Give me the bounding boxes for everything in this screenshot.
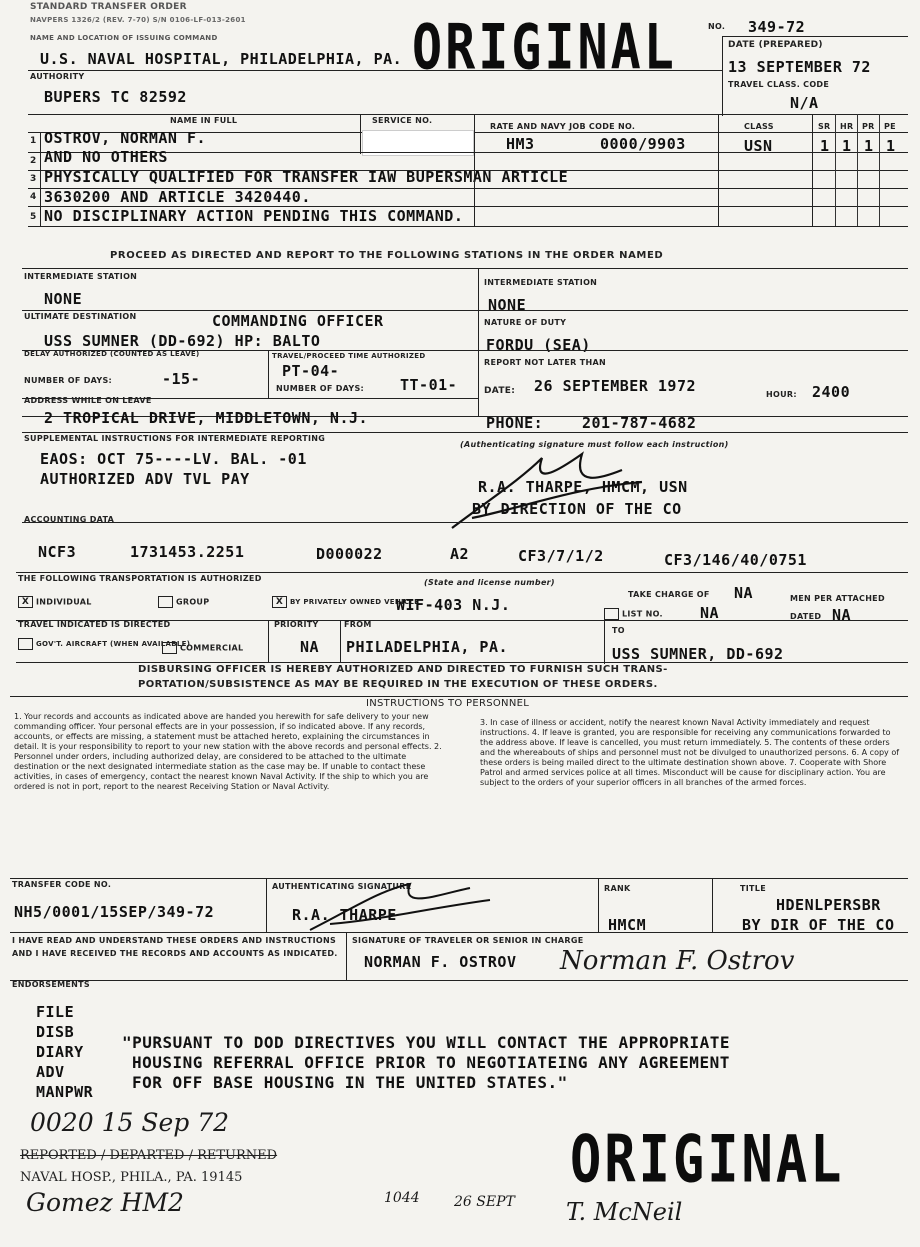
- leave-address-label: ADDRESS WHILE ON LEAVE: [24, 396, 152, 405]
- authority-label: AUTHORITY: [30, 72, 85, 81]
- personnel-line-2: PHYSICALLY QUALIFIED FOR TRANSFER IAW BUPERSMAN ARTICLE: [44, 168, 569, 186]
- pov-label: BY PRIVATELY OWNED VEHICLE: [290, 598, 420, 606]
- individual-label: INDIVIDUAL: [36, 597, 92, 607]
- order-no-label: NO.: [708, 22, 726, 31]
- endorsements-label: ENDORSEMENTS: [12, 980, 90, 989]
- transportation-label: THE FOLLOWING TRANSPORTATION IS AUTHORIZED: [18, 574, 262, 583]
- supplemental-signer: R.A. THARPE, HMCM, USN: [478, 478, 688, 496]
- line-number-3: 3: [30, 174, 37, 184]
- line-number-2: 2: [30, 156, 37, 166]
- commercial-label: COMMERCIAL: [180, 643, 244, 653]
- report-hour: 2400: [812, 383, 851, 401]
- rank-value: HMCM: [608, 916, 647, 934]
- traveler-name: NORMAN F. OSTROV: [364, 953, 517, 971]
- job-code: 0000/9903: [600, 135, 686, 153]
- from-label: FROM: [344, 620, 372, 629]
- rate: HM3: [506, 135, 535, 153]
- housing-notice-line-2: HOUSING REFERRAL OFFICE PRIOR TO NEGOTIATEING ANY AGREEMENT: [132, 1053, 730, 1072]
- transfer-code: NH5/0001/15SEP/349-72: [14, 903, 215, 921]
- status-stamp-line-2: NAVAL HOSP., PHILA., PA. 19145: [20, 1170, 243, 1185]
- routing-file: FILE: [36, 1003, 75, 1021]
- commercial-checkbox: [162, 642, 177, 654]
- grid-value-pr: 1: [864, 137, 874, 155]
- instructions-left: 1. Your records and accounts as indicated above are handed you herewith for safe delivery to your new commanding officer. Your personal effects are in your possession, if so indicated above. If any records, accounts, or effects are missing, a statement must be attached hereto, explaining the circumstances in detail. It is your responsibility to report to your new station with the above records and personal effects. 2. Personnel under orders, including authorized delay, are considered to be attached to the ultimate destination or the next designated intermediate station as the case may be. If unable to contact these activities, in cases of emergency, contact the nearest known Naval Activity. If the ship to which you are ordered is not in port, report to the nearest Receiving Station or Naval Activity.: [14, 712, 442, 791]
- line-number-4: 4: [30, 192, 37, 202]
- grid-label-pe: PE: [884, 122, 896, 131]
- priority-label: PRIORITY: [274, 620, 319, 629]
- housing-notice-line-1: "PURSUANT TO DOD DIRECTIVES YOU WILL CONTACT THE APPROPRIATE: [122, 1033, 730, 1052]
- original-stamp-bottom: ORIGINAL: [570, 1122, 845, 1198]
- ultimate-destination-label: ULTIMATE DESTINATION: [24, 312, 137, 321]
- housing-notice-line-3: FOR OFF BASE HOUSING IN THE UNITED STATES.": [132, 1073, 568, 1092]
- to-label: TO: [612, 626, 625, 635]
- form-subtitle: NAVPERS 1326/2 (REV. 7-70) S/N 0106-LF-013-2601: [30, 16, 246, 24]
- disbursing-line-1: DISBURSING OFFICER IS HEREBY AUTHORIZED AND DIRECTED TO FURNISH SUCH TRANS-: [138, 664, 668, 675]
- rate-job-code-label: RATE AND NAVY JOB CODE NO.: [490, 122, 636, 131]
- priority-value: NA: [300, 638, 320, 656]
- intermediate-station-label-1: INTERMEDIATE STATION: [24, 272, 138, 281]
- take-charge-label: TAKE CHARGE OF: [628, 590, 710, 599]
- leave-address: 2 TROPICAL DRIVE, MIDDLETOWN, N.J.: [44, 409, 369, 427]
- auth-signature-label: AUTHENTICATING SIGNATURE: [272, 882, 412, 891]
- grid-value-pe: 1: [886, 137, 896, 155]
- report-hour-label: HOUR:: [766, 390, 797, 399]
- handwritten-signature-2: T. McNeil: [566, 1198, 683, 1226]
- rank-label: RANK: [604, 884, 631, 893]
- traveler-signature: Norman F. Ostrov: [560, 946, 795, 976]
- report-not-later-label: REPORT NOT LATER THAN: [484, 358, 606, 367]
- class-label: CLASS: [744, 122, 774, 131]
- accounting-value-5: CF3/7/1/2: [518, 547, 604, 565]
- report-date: 26 SEPTEMBER 1972: [534, 377, 697, 395]
- routing-diary: DIARY: [36, 1043, 84, 1061]
- transfer-code-label: TRANSFER CODE NO.: [12, 880, 112, 889]
- personnel-line-3: 3630200 AND ARTICLE 3420440.: [44, 188, 311, 206]
- title-line-1: HDENLPERSBR: [776, 896, 881, 914]
- member-class: USN: [744, 137, 773, 155]
- routing-disb: DISB: [36, 1023, 75, 1041]
- group-checkbox: [158, 596, 173, 608]
- disbursing-line-2: PORTATION/SUBSISTENCE AS MAY BE REQUIRED IN THE EXECUTION OF THESE ORDERS.: [138, 679, 658, 690]
- member-name: OSTROV, NORMAN F.: [44, 129, 207, 147]
- form-title: STANDARD TRANSFER ORDER: [30, 2, 187, 12]
- accounting-label: ACCOUNTING DATA: [24, 515, 115, 524]
- from-value: PHILADELPHIA, PA.: [346, 638, 509, 656]
- travel-time: TT-01-: [400, 376, 458, 394]
- line-number-5: 5: [30, 212, 37, 222]
- travel-days-label: NUMBER OF DAYS:: [276, 384, 365, 393]
- accounting-value-1: NCF3: [38, 543, 77, 561]
- nature-of-duty-label: NATURE OF DUTY: [484, 318, 567, 327]
- travel-class-label: TRAVEL CLASS. CODE: [728, 80, 830, 89]
- travel-class-code: N/A: [790, 94, 819, 112]
- title-label: TITLE: [740, 884, 766, 893]
- acknowledgement: I HAVE READ AND UNDERSTAND THESE ORDERS AND INSTRUCTIONS AND I HAVE RECEIVED THE RECORDS AND ACCOUNTS AS INDICATED.: [12, 936, 338, 958]
- to-value: USS SUMNER, DD-692: [612, 645, 784, 663]
- routing-adv: ADV: [36, 1063, 65, 1081]
- personnel-line-1: AND NO OTHERS: [44, 148, 168, 166]
- grid-label-sr: SR: [818, 122, 831, 131]
- date-prepared: 13 SEPTEMBER 72: [728, 58, 871, 76]
- signature-scribble-2: [300, 880, 500, 940]
- group-label: GROUP: [176, 597, 210, 607]
- take-charge-value: NA: [734, 584, 754, 602]
- ultimate-destination-line1: COMMANDING OFFICER: [212, 312, 384, 330]
- nature-of-duty: FORDU (SEA): [486, 336, 591, 354]
- order-number: 349-72: [748, 18, 806, 36]
- name-in-full-label: NAME IN FULL: [170, 116, 238, 125]
- list-no-value: NA: [700, 604, 720, 622]
- dated-value: NA: [832, 606, 852, 624]
- individual-checkbox: X: [18, 596, 33, 608]
- supplemental-line-1: EAOS: OCT 75----LV. BAL. -01: [40, 450, 307, 468]
- handwritten-signature-gomez: Gomez HM2: [26, 1188, 184, 1217]
- list-no-option: [604, 608, 663, 620]
- men-attached-label: MEN PER ATTACHED: [790, 594, 885, 603]
- title-line-2: BY DIR OF THE CO: [742, 916, 895, 934]
- accounting-value-2: 1731453.2251: [130, 543, 245, 561]
- govt-aircraft-checkbox: [18, 638, 33, 650]
- supplemental-line-2: AUTHORIZED ADV TVL PAY: [40, 470, 250, 488]
- instructions-title: INSTRUCTIONS TO PERSONNEL: [366, 698, 530, 709]
- proceed-time: PT-04-: [282, 362, 340, 380]
- handwritten-date-2: 26 SEPT: [454, 1194, 515, 1210]
- signature-scribble-1: [432, 448, 652, 538]
- commercial-option: [162, 642, 243, 654]
- status-stamp-line-1: REPORTED / DEPARTED / RETURNED: [20, 1148, 278, 1163]
- intermediate-station-1: NONE: [44, 290, 83, 308]
- individual-option: [18, 596, 92, 608]
- state-license-note: (State and license number): [424, 578, 555, 587]
- dated-label: DATED: [790, 612, 822, 621]
- grid-label-hr: HR: [840, 122, 854, 131]
- proceed-banner: PROCEED AS DIRECTED AND REPORT TO THE FOLLOWING STATIONS IN THE ORDER NAMED: [110, 250, 664, 261]
- accounting-value-3: D000022: [316, 545, 383, 563]
- grid-value-sr: 1: [820, 137, 830, 155]
- delay-days-label: NUMBER OF DAYS:: [24, 376, 113, 385]
- pov-checkbox: X: [272, 596, 287, 608]
- authority-value: BUPERS TC 82592: [44, 88, 187, 106]
- handwritten-report-date: 0020 15 Sep 72: [30, 1108, 230, 1137]
- govt-aircraft-label: GOV'T. AIRCRAFT (WHEN AVAILABLE): [36, 640, 191, 648]
- phone-number: 201-787-4682: [582, 414, 697, 432]
- traveler-signature-label: SIGNATURE OF TRAVELER OR SENIOR IN CHARGE: [352, 936, 584, 945]
- handwritten-time: 1044: [384, 1190, 420, 1206]
- date-prepared-label: DATE (PREPARED): [728, 40, 823, 50]
- list-no-label: LIST NO.: [622, 609, 663, 619]
- personnel-line-4: NO DISCIPLINARY ACTION PENDING THIS COMMAND.: [44, 207, 464, 225]
- accounting-value-4: A2: [450, 545, 470, 563]
- intermediate-station-2: NONE: [488, 296, 527, 314]
- delay-days: -15-: [162, 370, 201, 388]
- report-date-label: DATE:: [484, 386, 516, 396]
- grid-value-hr: 1: [842, 137, 852, 155]
- supplemental-label: SUPPLEMENTAL INSTRUCTIONS FOR INTERMEDIATE REPORTING: [24, 434, 326, 443]
- command-label: NAME AND LOCATION OF ISSUING COMMAND: [30, 34, 218, 42]
- vehicle-license: WIF-403 N.J.: [396, 596, 511, 614]
- routing-manpwr: MANPWR: [36, 1083, 94, 1101]
- phone-label: PHONE:: [486, 414, 544, 432]
- line-number-1: 1: [30, 136, 37, 146]
- service-no-label: SERVICE NO.: [372, 116, 433, 125]
- by-direction: BY DIRECTION OF THE CO: [472, 500, 682, 518]
- travel-directed-label: TRAVEL INDICATED IS DIRECTED: [18, 620, 171, 629]
- intermediate-station-label-2: INTERMEDIATE STATION: [484, 278, 598, 287]
- delay-authorized-label: DELAY AUTHORIZED (COUNTED AS LEAVE): [24, 350, 200, 358]
- issuing-command: U.S. NAVAL HOSPITAL, PHILADELPHIA, PA.: [40, 50, 403, 68]
- ultimate-destination-line2: USS SUMNER (DD-692) HP: BALTO: [44, 332, 321, 350]
- group-option: [158, 596, 209, 608]
- auth-signature: R.A. THARPE: [292, 906, 397, 924]
- grid-label-pr: PR: [862, 122, 875, 131]
- original-stamp-top: ORIGINAL: [412, 10, 677, 84]
- travel-time-label: TRAVEL/PROCEED TIME AUTHORIZED: [272, 352, 426, 360]
- instructions-right: 3. In case of illness or accident, notify the nearest known Naval Activity immediately and request instructions. 4. If leave is granted, you are responsible for receiving any communications forwarded to the address above. If leave is cancelled, you must return immediately. 5. The contents of these orders and the whereabouts of ships and personnel must not be divulged to unauthorized persons. 6. A copy of these orders is being mailed direct to the ultimate destination shown above. 7. Cooperate with Shore Patrol and armed services police at all times. Misconduct will be cause for disciplinary action. You are subject to the orders of your superior officers in all branches of the armed forces.: [480, 718, 900, 787]
- accounting-value-6: CF3/146/40/0751: [664, 551, 807, 569]
- supplemental-note: (Authenticating signature must follow each instruction): [460, 440, 729, 449]
- list-checkbox: [604, 608, 619, 620]
